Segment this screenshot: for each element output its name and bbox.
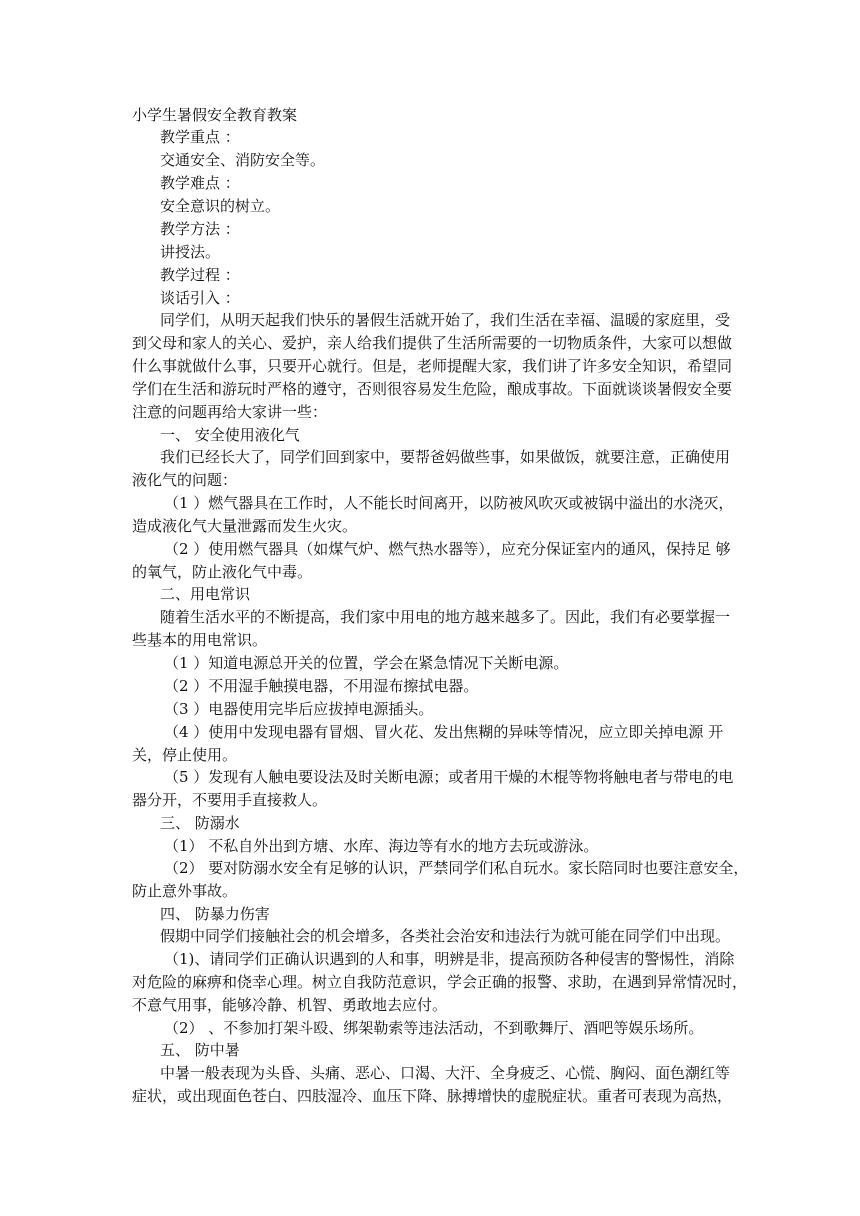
text-line: 教学重点 ： [160,128,240,146]
text-line: （1 ）知道电源总开关的位置，学会在紧急情况下关断电源。 [164,654,569,672]
text-line: （4 ）使用中发现电器有冒烟、冒火花、发出焦糊的异味等情况，应立即关掉电源 开 [164,723,724,741]
text-line: （1)、请同学们正确认识遇到的人和事，明辨是非，提高预防各种侵害的警惕性，消除 [164,950,735,968]
text-line: 教学过程 ： [160,266,240,284]
text-line: （2） 要对防溺水安全有足够的认识，严禁同学们私自玩水。家长陪同时也要注意安全， [164,859,749,877]
text-line: 防止意外事故。 [132,882,238,900]
text-line: 我们已经长大了，同学们回到家中，要帮爸妈做些事，如果做饭，就要注意，正确使用 [160,448,731,466]
text-line: （5 ）发现有人触电要设法及时关断电源；或者用干燥的木棍等物将触电者与带电的电 [164,768,734,786]
text-line: （1 ）燃气器具在工作时，人不能长时间离开，以防被风吹灭或被锅中溢出的水浇灭， [164,494,734,512]
text-line: 器分开，不要用手直接救人。 [132,791,328,809]
text-line: 中暑一般表现为头昏、头痛、恶心、口渴、大汗、全身疲乏、心慌、胸闷、面色潮红等 [160,1064,731,1082]
text-line: 交通安全、消防安全等。 [160,151,326,169]
text-line: 不意气用事，能够冷静、机智、勇敢地去应付。 [132,996,448,1014]
text-line: 五、 防中暑 [160,1041,240,1059]
text-line: 到父母和家人的关心、爱护，亲人给我们提供了生活所需要的一切物质条件，大家可以想做 [132,334,733,352]
text-line: （2 ）不用湿手触摸电器，不用湿布擦拭电器。 [164,677,479,695]
text-line: 一、 安全使用液化气 [160,426,300,444]
text-line: 注意的问题再给大家讲一些： [132,403,328,421]
text-line: 教学方法 ： [160,220,240,238]
text-line: 谈话引入 ： [160,289,240,307]
text-line: 造成液化气大量泄露而发生火灾。 [132,517,358,535]
text-line: 教学难点 ： [160,174,240,192]
text-line: 安全意识的树立。 [160,197,281,215]
text-line: 液化气的问题： [132,471,238,489]
text-line: 随着生活水平的不断提高，我们家中用电的地方越来越多了。因此，我们有必要掌握一 [160,608,731,626]
text-line: 四、 防暴力伤害 [160,905,270,923]
text-line: 些基本的用电常识。 [132,631,268,649]
text-line: 什么事就做什么事，只要开心就行。但是，老师提醒大家，我们讲了许多安全知识，希望同 [132,357,733,375]
text-line: （2） 、不参加打架斗殴、绑架勒索等违法活动，不到歌舞厅、酒吧等娱乐场所。 [164,1019,704,1037]
text-line: 学们在生活和游玩时严格的遵守，否则很容易发生危险，酿成事故。下面就谈谈暑假安全要 [132,380,733,398]
text-line: 二、用电常识 [160,585,251,603]
text-line: 症状，或出现面色苍白、四肢湿冷、血压下降、脉搏增快的虚脱症状。重者可表现为高热， [132,1087,733,1105]
text-line: （3 ）电器使用完毕后应拔掉电源插头。 [164,700,434,718]
text-line: 对危险的麻痹和侥幸心理。树立自我防范意识，学会正确的报警、求助，在遇到异常情况时， [132,973,748,991]
text-line: 讲授法。 [160,243,221,261]
text-line: （1） 不私自外出到方塘、水库、海边等有水的地方去玩或游泳。 [164,837,599,855]
text-line: （2 ）使用燃气器具（如煤气炉、燃气热水器等），应充分保证室内的通风，保持足 够 [164,540,731,558]
document-title: 小学生暑假安全教育教案 [132,106,298,124]
text-line: 关，停止使用。 [132,746,238,764]
text-line: 假期中同学们接触社会的机会增多，各类社会治安和违法行为就可能在同学们中出现。 [160,927,731,945]
text-line: 三、 防溺水 [160,814,240,832]
text-line: 的氧气，防止液化气中毒。 [132,563,313,581]
text-line: 同学们，从明天起我们快乐的暑假生活就开始了，我们生活在幸福、温暖的家庭里，受 [160,311,731,329]
